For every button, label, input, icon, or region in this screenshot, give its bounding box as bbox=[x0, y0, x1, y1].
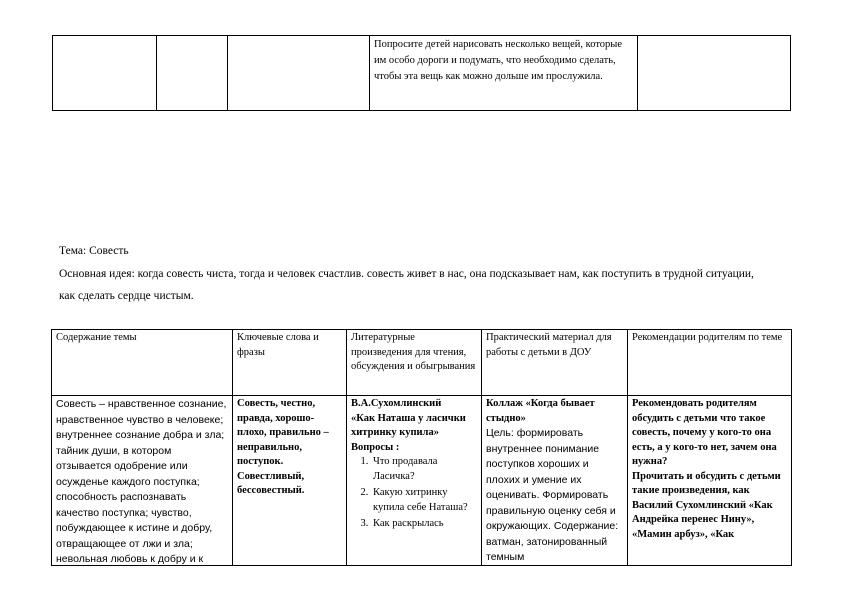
question-item: 2. Какую хитринку купила себе Наташа? bbox=[371, 486, 477, 515]
topic-content-text: Совесть – нравственное сознание, нравственное чувство в человеке; внутреннее сознание добра и зла; тайник души, в котором отзывается одобрение или осужденье каждого поступка; способность распознавать качество поступка; чувство, побуждающее к истине и добру, отвращающее от лжи и зла; невольная любовь к добру и к bbox=[56, 398, 227, 565]
top-table bbox=[52, 35, 791, 111]
questions-list bbox=[351, 455, 477, 532]
main-table bbox=[51, 329, 792, 566]
header-parent-recommendations: Рекомендации родителям по теме bbox=[628, 330, 792, 396]
question-item: 3. Как раскрылась bbox=[371, 517, 477, 532]
main-idea-line-2: как сделать сердце чистым. bbox=[59, 290, 194, 302]
cell-key-words bbox=[233, 396, 347, 566]
literature-title: «Как Наташа у ласички хитринку купила» bbox=[351, 412, 466, 438]
recommendation-paragraph-1: Рекомендовать родителям обсудить с детьми что такое совесть, почему у кого-то она есть, а у кого-то нет, зачем она нужна? bbox=[632, 398, 777, 467]
cell-parent-recommendations bbox=[628, 396, 792, 566]
cell-practical-material bbox=[482, 396, 628, 566]
top-table-cell-1 bbox=[53, 36, 157, 111]
cell-literature bbox=[347, 396, 482, 566]
header-key-words: Ключевые слова и фразы bbox=[233, 330, 347, 396]
top-table-cell-5 bbox=[638, 36, 791, 111]
main-table-header-row bbox=[52, 330, 792, 396]
recommendation-paragraph-2: Прочитать и обсудить с детьми такие произведения, как bbox=[632, 470, 781, 496]
header-practical-material: Практический материал для работы с детьми в ДОУ bbox=[482, 330, 628, 396]
top-table-cell-2 bbox=[157, 36, 228, 111]
question-item: 1. Что продавала Ласичка? bbox=[371, 455, 477, 484]
main-idea-line-1: Основная идея: когда совесть чиста, тогда и человек счастлив. совесть живет в нас, она подсказывает нам, как поступить в трудной ситуации, bbox=[59, 268, 754, 280]
top-table-cell-3 bbox=[228, 36, 370, 111]
topic-heading: Тема: Совесть bbox=[59, 245, 129, 257]
questions-label: Вопросы : bbox=[351, 441, 400, 453]
header-topic-content: Содержание темы bbox=[52, 330, 233, 396]
recommendation-paragraph-3: Василий Сухомлинский «Как Андрейка перенес Нину», «Мамин арбуз», «Как bbox=[632, 499, 773, 540]
cell-topic-content bbox=[52, 396, 233, 566]
literature-author: В.А.Сухомлинский bbox=[351, 398, 442, 409]
practical-body: Цель: формировать внутреннее понимание поступков хороших и плохих и умение их оценивать. Формировать правильную оценку себя и окружающих. Содержание: ватман, затонированный темным bbox=[486, 427, 619, 563]
top-table-row bbox=[53, 36, 791, 111]
key-words-text: Совесть, честно, правда, хорошо-плохо, правильно – неправильно, поступок. Совестливый, бессовестный. bbox=[237, 398, 329, 496]
practical-title: Коллаж «Когда бывает стыдно» bbox=[486, 398, 595, 424]
top-table-cell-4: Попросите детей нарисовать несколько вещей, которые им особо дороги и подумать, что необходимо сделать, чтобы эта вещь как можно дольше им прослужила. bbox=[370, 36, 638, 111]
header-literature: Литературные произведения для чтения, обсуждения и обыгрывания bbox=[347, 330, 482, 396]
main-table-body-row bbox=[52, 396, 792, 566]
